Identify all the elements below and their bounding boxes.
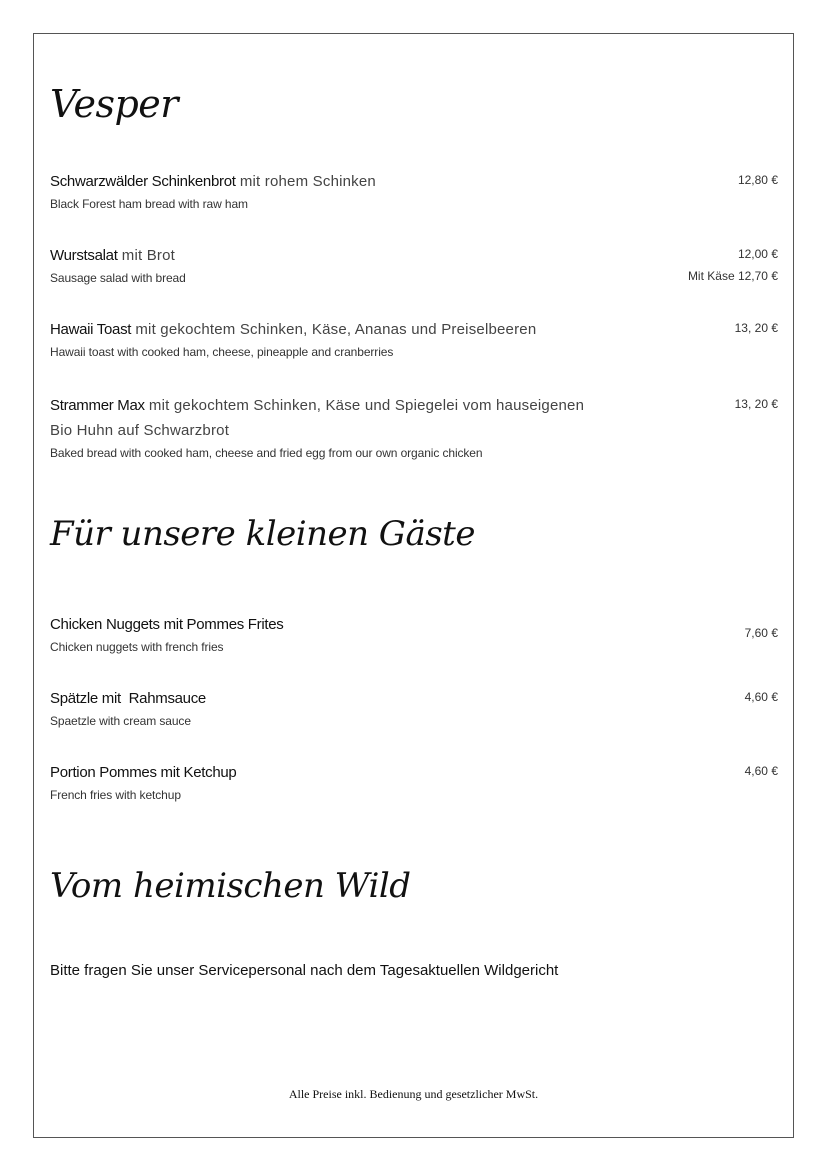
menu-item-hawaii-toast [50, 317, 780, 362]
menu-item-spaetzle [50, 686, 780, 731]
item-name: Strammer Max [50, 397, 145, 414]
menu-item-schinkenbrot [50, 169, 780, 214]
item-name: Wurstsalat [50, 247, 118, 264]
item-description-de: mit gekochtem Schinken, Käse, Ananas und Preiselbeeren [135, 321, 537, 338]
item-description-de: mit gekochtem Schinken, Käse und Spiegelei vom hauseigenen Bio Huhn auf Schwarzbrot [50, 397, 585, 439]
item-name: Schwarzwälder Schinkenbrot [50, 173, 236, 190]
item-price: 13, 20 € [734, 397, 778, 411]
section-title-kids: Für unsere kleinen Gäste [50, 514, 475, 554]
item-price-block [735, 393, 778, 415]
item-description-en: Black Forest ham bread with raw ham [50, 197, 248, 211]
menu-item-strammer-max [50, 393, 780, 463]
item-price-block [745, 760, 778, 782]
item-name: Chicken Nuggets mit Pommes Frites [50, 616, 284, 633]
section-title-vesper: Vesper [50, 82, 178, 126]
item-name: Hawaii Toast [50, 321, 132, 338]
item-description-en: Sausage salad with bread [50, 271, 186, 285]
item-description-en: French fries with ketchup [50, 788, 181, 802]
item-price-block [745, 622, 778, 644]
item-name: Portion Pommes mit Ketchup [50, 764, 237, 781]
item-description-en: Spaetzle with cream sauce [50, 714, 191, 728]
item-price: 13, 20 € [734, 321, 778, 335]
item-price: 12,80 € [737, 173, 778, 187]
item-price-block [735, 317, 778, 339]
item-price: 4,60 € [744, 690, 778, 704]
item-description-en: Hawaii toast with cooked ham, cheese, pineapple and cranberries [50, 345, 394, 359]
section-title-wild: Vom heimischen Wild [50, 866, 411, 906]
item-price: 4,60 € [744, 764, 778, 778]
menu-item-pommes [50, 760, 780, 805]
item-price-block [745, 686, 778, 708]
item-price-extra: Mit Käse 12,70 € [687, 269, 778, 283]
menu-item-chicken-nuggets [50, 612, 780, 657]
item-name: Spätzle mit Rahmsauce [50, 690, 206, 707]
item-price: 7,60 € [744, 626, 778, 640]
item-price-block [738, 169, 778, 191]
menu-item-wurstsalat [50, 243, 780, 288]
item-description-en: Baked bread with cooked ham, cheese and fried egg from our own organic chicken [50, 446, 483, 460]
item-description-de: mit rohem Schinken [239, 173, 376, 190]
wild-info-text: Bitte fragen Sie unser Servicepersonal nach dem Tagesaktuellen Wildgericht [50, 962, 559, 979]
item-description-de: mit Brot [121, 247, 176, 264]
item-price-block [688, 243, 778, 287]
item-price: 12,00 € [737, 247, 778, 261]
item-description-en: Chicken nuggets with french fries [50, 640, 224, 654]
price-footnote: Alle Preise inkl. Bedienung und gesetzlicher MwSt. [288, 1087, 539, 1101]
